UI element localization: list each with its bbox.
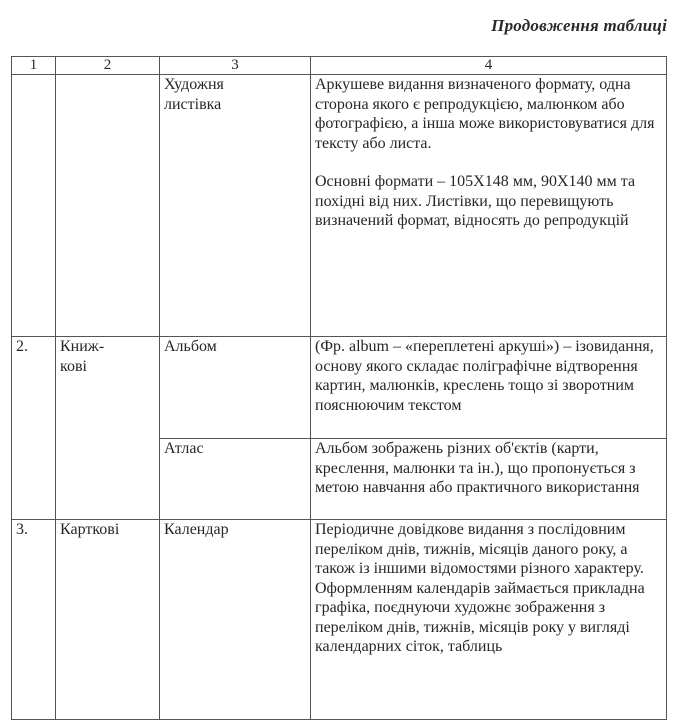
- publication-group-cell: [56, 75, 160, 337]
- row-number-cell: [12, 75, 56, 337]
- publication-type-cell: Альбом: [160, 337, 311, 439]
- description-paragraph: Періодичне довідкове видання з послідовним переліком днів, тижнів, місяців даного року, а також із іншими відомостями різного характеру.: [315, 521, 644, 577]
- description-paragraph: Альбом зображень різних об'єктів (карти, креслення, малюнки та ін.), що пропонується з метою навчання або практичного використання: [315, 440, 640, 496]
- description-paragraph: Основні формати – 105Х148 мм, 90Х140 мм та похідні від них. Листівки, що перевищують визначений формат, відносять до репродукцій: [315, 173, 636, 229]
- description-cell: [311, 439, 667, 520]
- publication-type-label: Художня листівка: [164, 76, 224, 113]
- table-continuation-heading: Продовження таблиці: [491, 16, 667, 35]
- column-number-row: [12, 57, 667, 75]
- table-header: [12, 57, 667, 75]
- table-row: [12, 75, 667, 337]
- publication-group-label: Книж-кові: [60, 338, 105, 375]
- publication-group-cell: [56, 337, 160, 520]
- table-row: [12, 520, 667, 720]
- description-cell: [311, 75, 667, 337]
- publication-group-cell: Карткові: [56, 520, 160, 720]
- column-number-4: 4: [311, 57, 667, 75]
- column-number-2: 2: [56, 57, 160, 75]
- row-number-cell: 3.: [12, 520, 56, 720]
- description-paragraph: Оформленням календарів займається прикладна графіка, поєднуючи художнє зображення з переліком днів, тижнів, місяців року у вигляді календарних сіток, таблиць: [315, 579, 645, 655]
- table-row: [12, 337, 667, 439]
- publication-type-cell: [160, 75, 311, 337]
- column-number-3: 3: [160, 57, 311, 75]
- column-number-1: 1: [12, 57, 56, 75]
- description-paragraph: Аркушеве видання визначеного формату, одна сторона якого є репродукцією, малюнком або фотографією, а інша може використовуватися для тексту або листа.: [315, 76, 655, 152]
- publication-type-cell: Атлас: [160, 439, 311, 520]
- description-paragraph: (Фр. album – «переплетені аркуші») – ізовидання, основу якого складає поліграфічне відтворення картин, малюнків, креслень тощо зі зворотним пояснюючим текстом: [315, 338, 654, 414]
- publication-type-cell: Календар: [160, 520, 311, 720]
- row-number-cell: 2.: [12, 337, 56, 520]
- description-cell: [311, 520, 667, 720]
- description-cell: [311, 337, 667, 439]
- publications-table: [11, 56, 667, 720]
